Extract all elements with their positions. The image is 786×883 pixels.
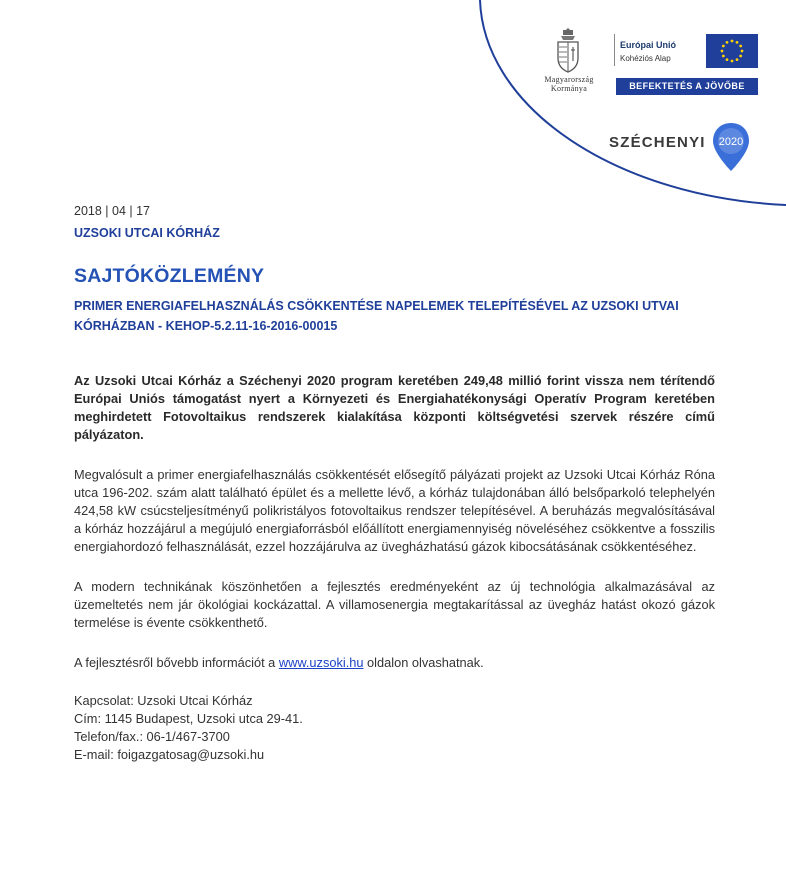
eu-flag-icon bbox=[706, 34, 758, 68]
eu-divider bbox=[614, 34, 615, 66]
szechenyi-year: 2020 bbox=[718, 136, 744, 148]
eu-star-icon bbox=[741, 50, 744, 53]
eu-star-icon bbox=[739, 55, 742, 58]
lead-paragraph: Az Uzsoki Utcai Kórház a Széchenyi 2020 program keretében 249,48 millió forint vissza nem térítendő Európai Uniós támogatást nyert a Környezeti és Energiahatékonysági Operatív Program keretében meghirdetett Fotovoltaikus rendszerek kialakítása központi költségvetési szervek részére című pályázaton. bbox=[74, 373, 715, 442]
page-title: SAJTÓKÖZLEMÉNY bbox=[74, 265, 265, 287]
eu-name: Európai Unió bbox=[620, 40, 676, 50]
invest-banner: BEFEKTETÉS A JÖVŐBE bbox=[616, 78, 758, 95]
hungarian-crest-icon bbox=[552, 28, 584, 74]
eu-star-icon bbox=[726, 41, 729, 44]
government-label-line2: Kormánya bbox=[550, 84, 588, 93]
eu-fund-name: Kohéziós Alap bbox=[620, 54, 671, 63]
body-paragraph-1: Megvalósult a primer energiafelhasználás csökkentését elősegítő pályázati projekt az Uzsoki Utcai Kórház Róna utca 196-202. szám alatt található épület és a mellette lévő, a kórház tulajdonában álló belsőparkoló telephelyén 424,58 kW csúcsteljesítményű polikristályos fotovoltaikus rendszer telepítésével. A beruházás megvalósításával a kórház hozzájárul a megújuló energiaforrásból előállított energiamennyiség növeléséhez csökkentve a fosszilis energiahordozó felhasználását, ezzel hozzájárulva az üvegházhatású gázok kibocsátásának csökkentéséhez. bbox=[74, 467, 715, 554]
szechenyi-logo-text: SZÉCHENYI bbox=[609, 134, 706, 151]
eu-star-icon bbox=[722, 45, 725, 48]
organization-name: UZSOKI UTCAI KÓRHÁZ bbox=[74, 226, 220, 240]
government-label bbox=[528, 75, 610, 93]
press-release-body bbox=[74, 203, 715, 764]
contact-line-phone: Telefon/fax.: 06-1/467-3700 bbox=[74, 729, 230, 744]
contact-line-address: Cím: 1145 Budapest, Uzsoki utca 29-41. bbox=[74, 711, 303, 726]
contact-line-email: E-mail: foigazgatosag@uzsoki.hu bbox=[74, 747, 265, 762]
info-text-after: oldalon olvashatnak. bbox=[363, 655, 484, 670]
body-paragraph-2: A modern technikának köszönhetően a fejlesztés eredményeként az új technológia alkalmazásával az üzemeltetés nem jár ökológiai kockázattal. A villamosenergia megtakarítással az üvegház hatást okozó gázok termelése is évente csökkenthető. bbox=[74, 579, 715, 630]
website-link[interactable]: www.uzsoki.hu bbox=[278, 655, 364, 670]
eu-star-icon bbox=[722, 55, 725, 58]
eu-star-icon bbox=[736, 41, 739, 44]
info-text-before: A fejlesztésről bővebb információt a bbox=[74, 655, 279, 670]
release-date: 2018 | 04 | 17 bbox=[74, 204, 151, 218]
eu-star-icon bbox=[726, 58, 729, 61]
contact-line-org: Kapcsolat: Uzsoki Utcai Kórház bbox=[74, 693, 253, 708]
eu-star-icon bbox=[731, 60, 734, 63]
release-subtitle: PRIMER ENERGIAFELHASZNÁLÁS CSÖKKENTÉSE NAPELEMEK TELEPÍTÉSÉVEL AZ UZSOKI UTVAI KÓRHÁZBAN - KEHOP-5.2.11-16-2016-00015 bbox=[74, 299, 679, 333]
contact-block bbox=[74, 692, 715, 764]
eu-star-icon bbox=[736, 58, 739, 61]
info-paragraph bbox=[74, 654, 715, 672]
eu-star-icon bbox=[721, 50, 724, 53]
eu-star-icon bbox=[731, 40, 734, 43]
eu-star-icon bbox=[739, 45, 742, 48]
government-label-line1: Magyarország bbox=[544, 75, 594, 84]
szechenyi-pin-icon bbox=[712, 122, 750, 172]
